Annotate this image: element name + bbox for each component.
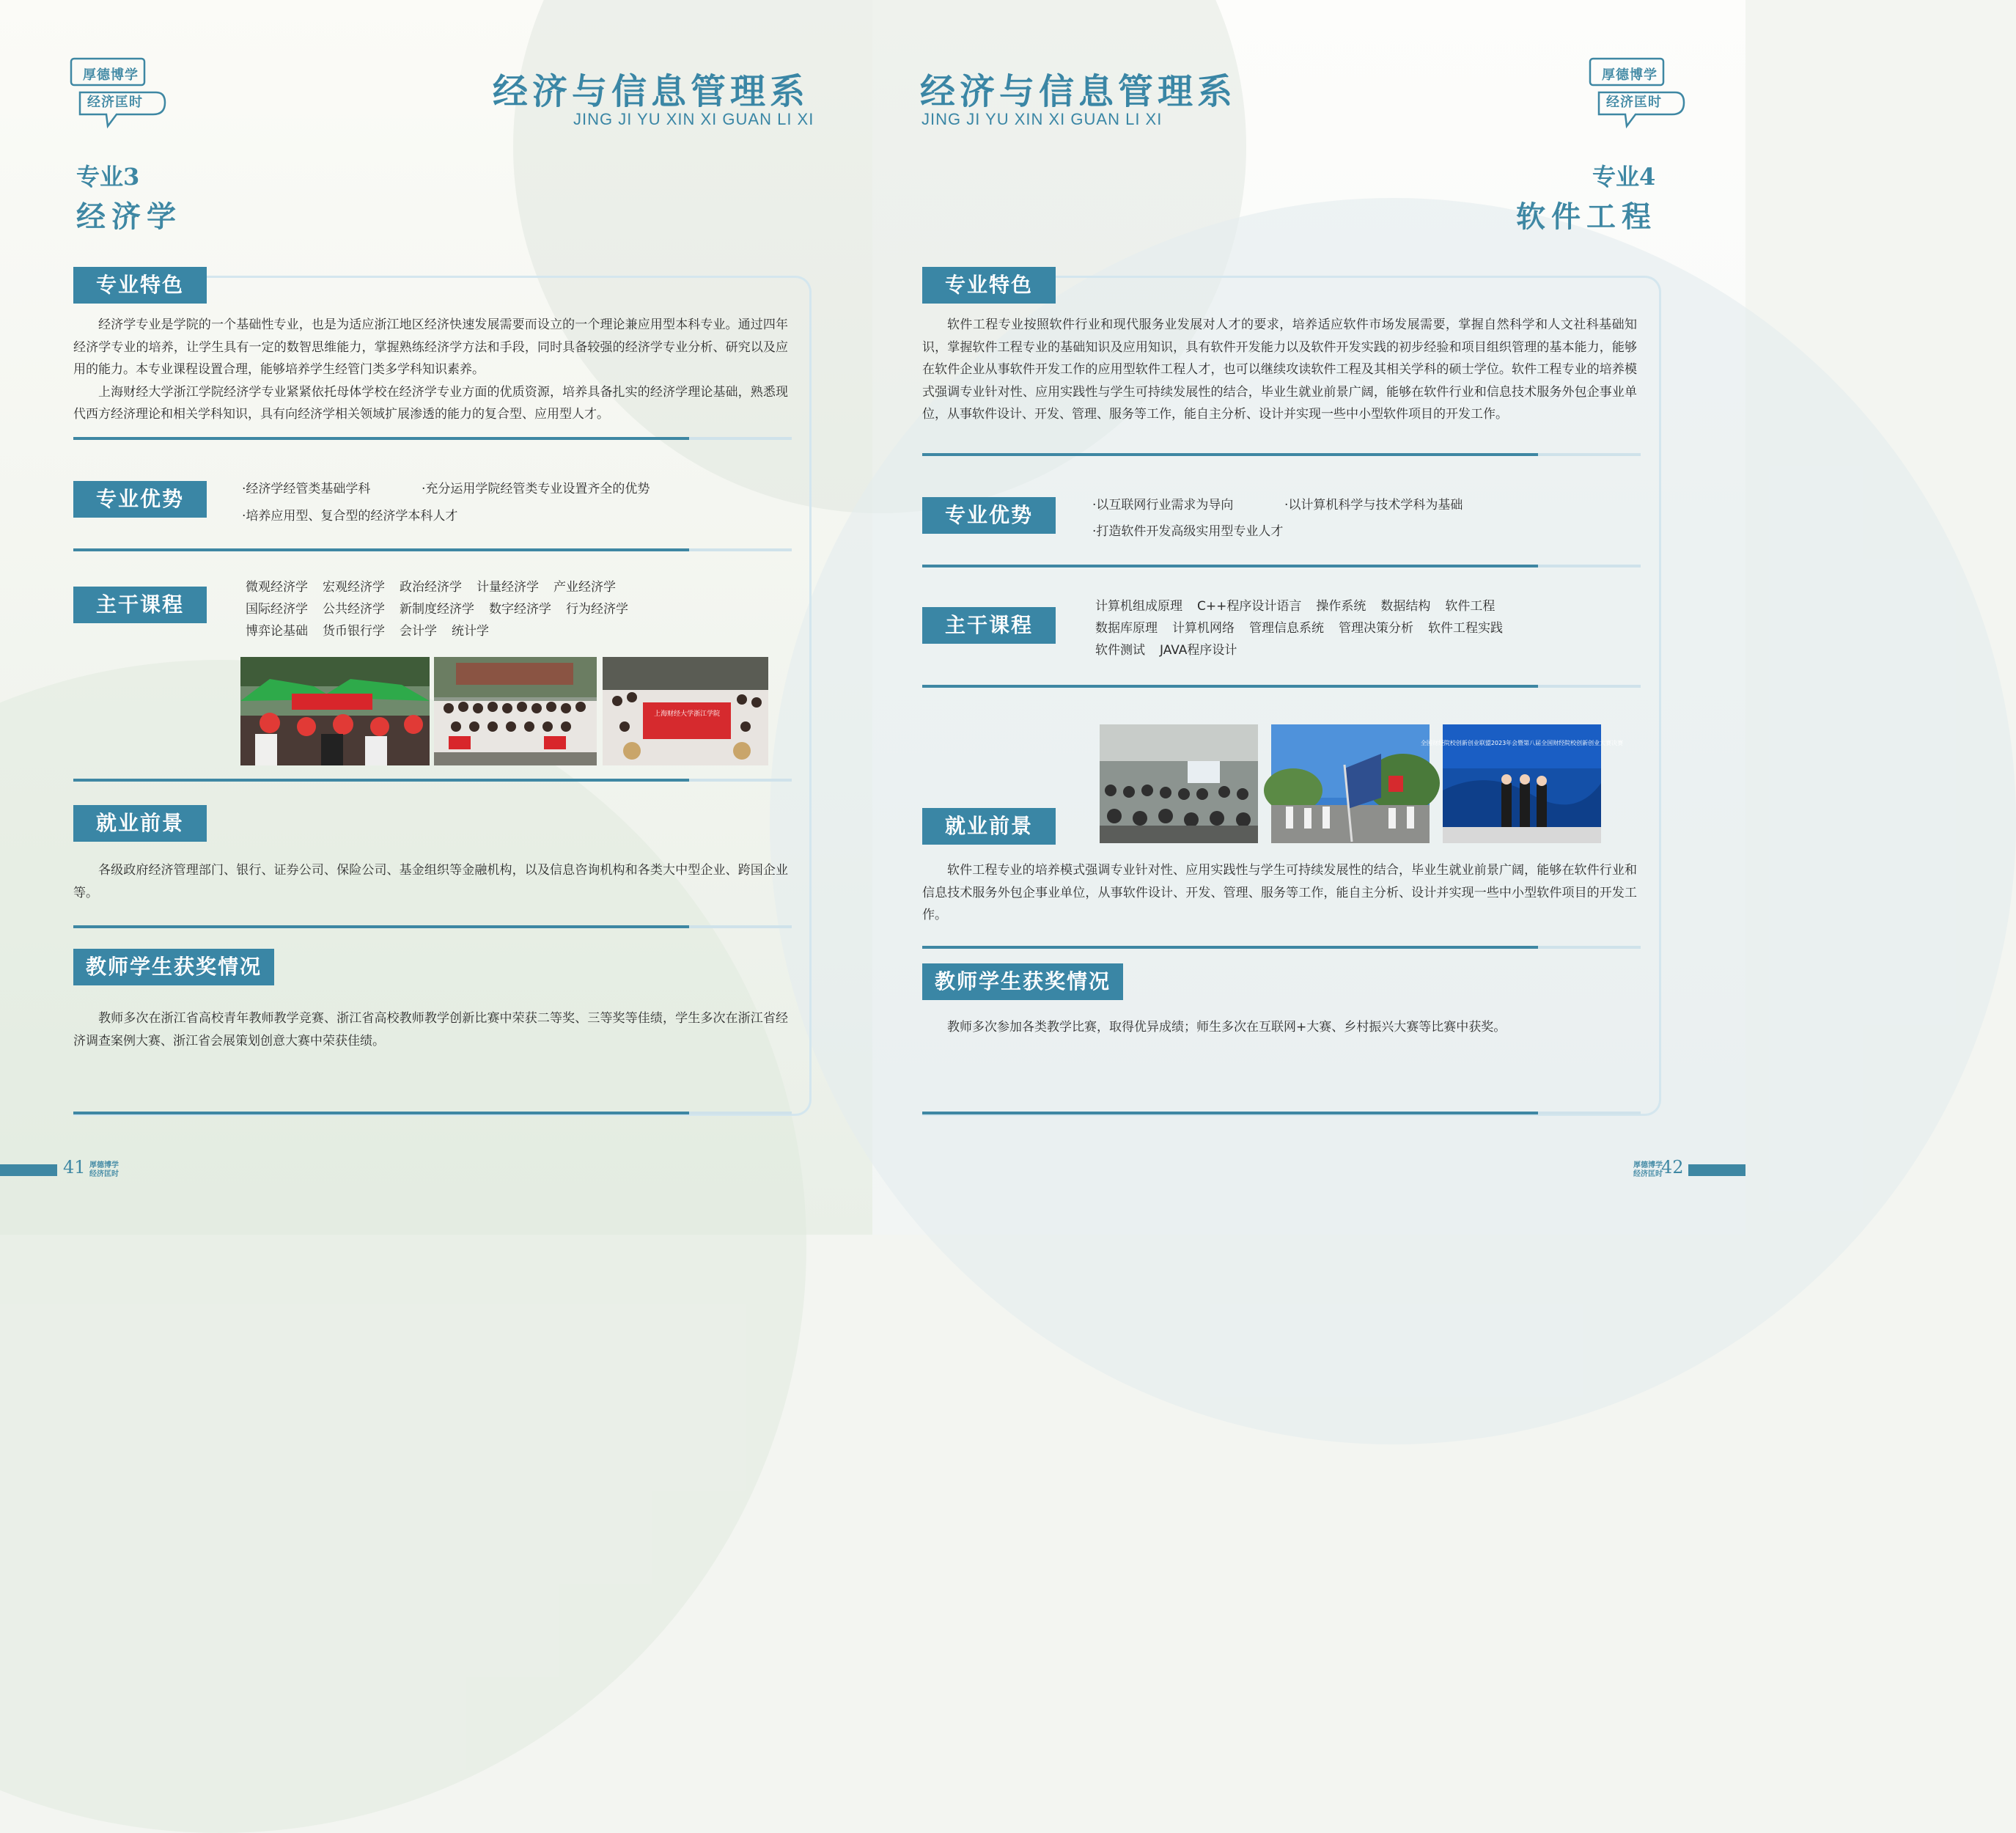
advantage-item: ·打造软件开发高级实用型专业人才 [1092,524,1284,539]
course-item: 软件测试 [1095,643,1145,658]
section-tag-courses: 主干课程 [922,607,1056,644]
section-tag-feature: 专业特色 [73,267,207,304]
logo-right [1589,57,1684,128]
course-row [246,576,630,595]
course-item: 宏观经济学 [323,580,385,595]
career-text [73,859,788,904]
mini-logo-line1: 厚德博学 [1633,1161,1663,1169]
course-row [1095,595,1509,614]
mini-logo-left [89,1161,119,1179]
advantage-item: ·培养应用型、复合型的经济学本科人才 [242,509,458,524]
course-item: 微观经济学 [246,580,308,595]
section-divider [73,779,689,782]
course-item: 政治经济学 [400,580,462,595]
department-title-left: 经济与信息管理系 [493,71,810,112]
awards-paragraph: 教师多次参加各类教学比赛，取得优异成绩；师生多次在互联网+大赛、乡村振兴大赛等比赛中获奖。 [947,1020,1507,1035]
course-item: 会计学 [400,624,437,639]
course-item: 国际经济学 [246,602,308,617]
course-item: 计算机组成原理 [1095,599,1182,614]
footer-bar-left [0,1164,57,1176]
page-number-left: 41 [63,1157,86,1178]
course-row [1095,639,1251,658]
career-paragraph: 软件工程专业的培养模式强调专业针对性、应用实践性与学生可持续发展性的结合，毕业生就业前景广阔，能够在软件行业和信息技术服务外包企事业单位，从事软件设计、开发、管理、服务等工作，能自主分析、设计并实现一些中小型软件项目的开发工作。 [922,863,1637,922]
course-item: 管理信息系统 [1249,621,1324,636]
course-item: 统计学 [452,624,489,639]
section-divider [922,453,1538,456]
course-item: 博弈论基础 [246,624,308,639]
section-tag-career: 就业前景 [922,808,1056,845]
career-paragraph: 各级政府经济管理部门、银行、证券公司、保险公司、基金组织等金融机构，以及信息咨询机构和各类大中型企业、跨国企业等。 [73,863,788,900]
mini-logo-right [1633,1161,1663,1179]
course-row [1095,617,1517,636]
major-name: 经济学 [76,199,182,234]
course-item: 公共经济学 [323,602,385,617]
footer-bar-right [1688,1164,1745,1176]
course-item: C++程序设计语言 [1197,599,1302,614]
section-divider [922,946,1538,949]
mini-logo-line2: 经济匡时 [1633,1170,1663,1178]
major-name: 软件工程 [1516,199,1657,234]
advantage-item: ·以计算机科学与技术学科为基础 [1284,498,1463,513]
course-item: JAVA程序设计 [1160,643,1237,658]
section-tag-advantage: 专业优势 [73,481,207,518]
logo-text-line1: 厚德博学 [83,67,139,83]
section-tag-courses: 主干课程 [73,587,207,623]
logo-text-line2: 经济匡时 [1606,95,1662,110]
section-divider [73,1112,689,1114]
awards-paragraph: 教师多次在浙江省高校青年教师教学竞赛、浙江省高校教师教学创新比赛中荣获二等奖、三等奖等佳绩，学生多次在浙江省经济调查案例大赛、浙江省会展策划创意大赛中荣获佳绩。 [73,1011,788,1048]
course-item: 操作系统 [1316,599,1366,614]
course-item: 行为经济学 [566,602,628,617]
logo-left [70,57,165,128]
section-divider [73,548,689,551]
course-item: 数据结构 [1380,599,1431,614]
course-item: 计量经济学 [477,580,539,595]
course-item: 产业经济学 [553,580,616,595]
section-tag-awards: 教师学生获奖情况 [73,949,274,985]
course-item: 货币银行学 [323,624,385,639]
page-number-right: 42 [1661,1157,1684,1178]
feature-paragraph-1: 软件工程专业按照软件行业和现代服务业发展对人才的要求，培养适应软件市场发展需要，掌握自然科学和人文社科基础知识，掌握软件工程专业的基础知识及应用知识，具有软件开发能力以及软件开发实践的初步经验和项目组织管理的基本能力，能够在软件企业从事软件开发工作的应用型软件工程人才，也可以继续攻读软件工程及其相关学科的硕士学位。软件工程专业的培养模式强调专业针对性、应用实践性与学生可持续发展性的结合，毕业生就业前景广阔，能够在软件行业和信息技术服务外包企事业单位，从事软件设计、开发、管理、服务等工作，能自主分析、设计并实现一些中小型软件项目的开发工作。 [922,317,1637,422]
course-item: 管理决策分析 [1339,621,1413,636]
course-item: 数字经济学 [489,602,551,617]
department-title-right: 经济与信息管理系 [920,71,1237,112]
major-number: 专业4 [1592,163,1656,191]
logo-text-line2: 经济匡时 [87,95,143,110]
logo-text-line1: 厚德博学 [1602,67,1658,83]
photo-banner-group [603,657,768,765]
photo-award-stage [1420,724,1624,843]
screen-text: 全国财经院校创新创业联盟2023年会暨第八届全国财经院校创新创业大赛决赛 [1420,740,1624,746]
section-tag-advantage: 专业优势 [922,497,1056,534]
section-divider [73,925,689,928]
awards-text [73,1007,788,1052]
course-item: 数据库原理 [1095,621,1158,636]
course-row [246,620,504,639]
career-text [922,859,1637,927]
section-divider [73,437,689,440]
photo-volunteer-event [240,657,430,765]
department-subtitle-left: JING JI YU XIN XI GUAN LI XI [573,110,814,128]
banner-text: 上海财经大学浙江学院 [653,710,721,718]
photo-flag-parade [1271,724,1430,843]
section-divider [922,565,1538,567]
advantage-item: ·经济学经管类基础学科 [242,482,371,496]
mini-logo-line2: 经济匡时 [89,1170,119,1178]
section-divider [922,685,1538,688]
photo-group-outdoor [434,657,597,765]
section-divider [922,1112,1538,1114]
course-item: 软件工程实践 [1428,621,1503,636]
feature-paragraph-2: 上海财经大学浙江学院经济学专业紧紧依托母体学校在经济学专业方面的优质资源，培养具备扎实的经济学理论基础，熟悉现代西方经济理论和相关学科知识，具有向经济学相关领域扩展渗透的能力的复合型、应用型人才。 [73,384,788,422]
feature-text [922,314,1637,426]
course-item: 计算机网络 [1172,621,1235,636]
photo-lecture-hall [1100,724,1258,843]
major-number: 专业3 [76,163,140,191]
department-subtitle-right: JING JI YU XIN XI GUAN LI XI [921,110,1163,128]
feature-text [73,314,788,426]
section-tag-career: 就业前景 [73,805,207,842]
awards-text [922,1016,1637,1039]
section-tag-feature: 专业特色 [922,267,1056,304]
course-item: 新制度经济学 [400,602,474,617]
advantage-item: ·以互联网行业需求为导向 [1092,498,1234,513]
mini-logo-line1: 厚德博学 [89,1161,119,1169]
advantage-item: ·充分运用学院经管类专业设置齐全的优势 [422,482,650,496]
section-tag-awards: 教师学生获奖情况 [922,963,1123,1000]
feature-paragraph-1: 经济学专业是学院的一个基础性专业，也是为适应浙江地区经济快速发展需要而设立的一个理论兼应用型本科专业。通过四年经济学专业的培养，让学生具有一定的数智思维能力，掌握熟练经济学方法和手段，同时具备较强的经济学专业分析、研究以及应用的能力。本专业课程设置合理，能够培养学生经管门类多学科知识素养。 [73,317,788,377]
course-item: 软件工程 [1445,599,1496,614]
course-row [246,598,643,617]
